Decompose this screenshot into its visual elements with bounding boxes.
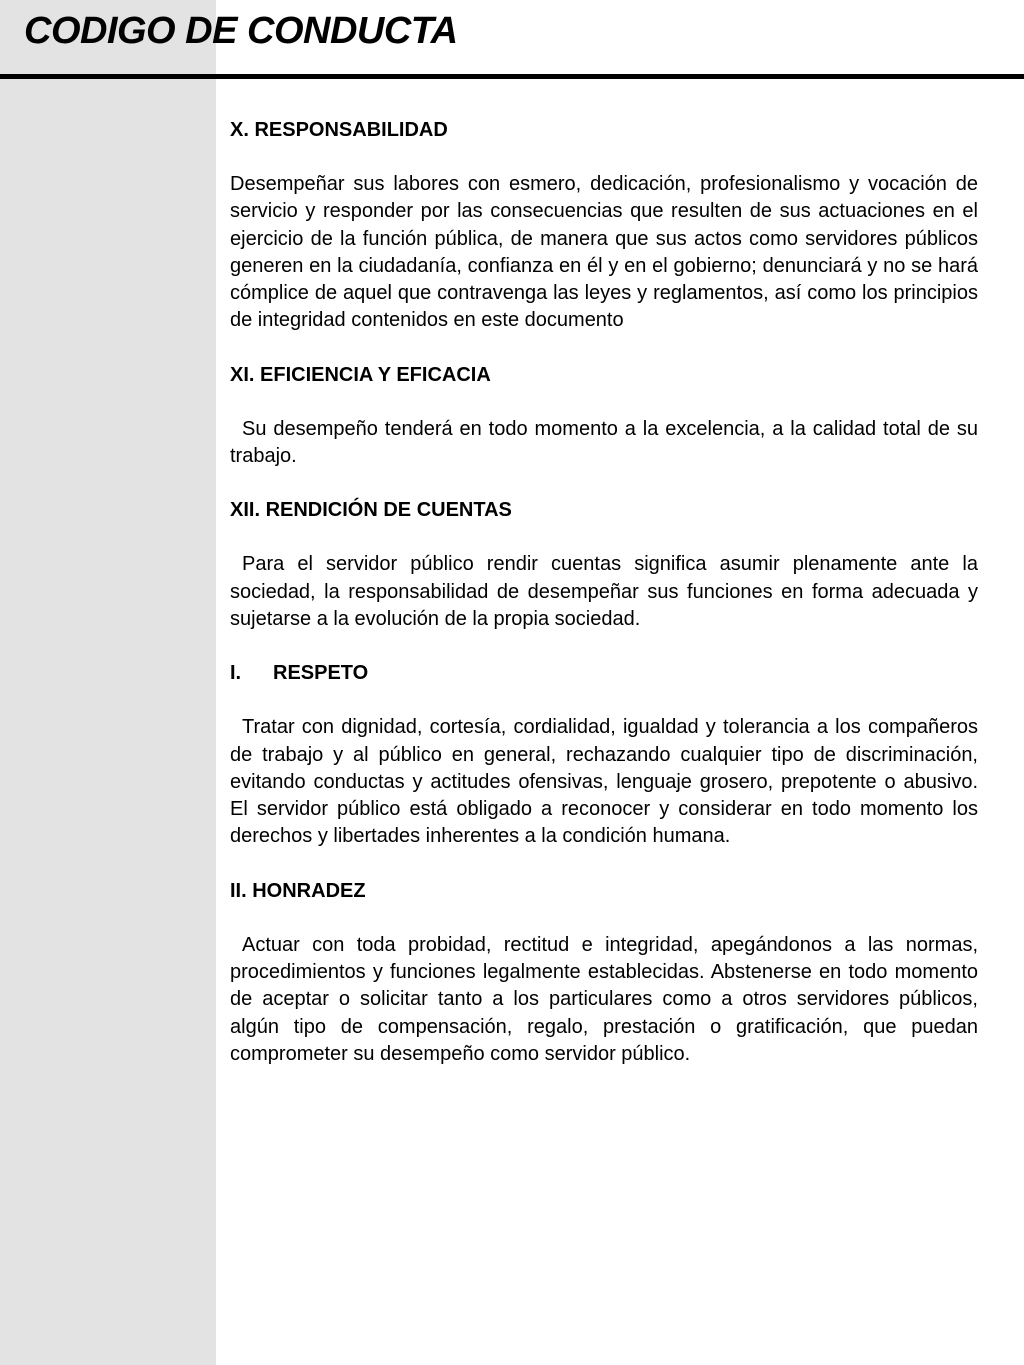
section-number: II. [230, 879, 247, 902]
section-eficiencia-y-eficacia [230, 362, 978, 471]
section-heading [230, 117, 978, 144]
section-paragraph: Actuar con toda probidad, rectitud e integridad, apegándonos a las normas, procedimientos y funciones legalmente establecidas. Abstenerse en todo momento de aceptar o solicitar tanto a los particulares como a otros servidores públicos, algún tipo de compensación, regalo, prestación o gratificación, que puedan comprometer su desempeño como servidor público. [230, 933, 978, 1065]
section-paragraph: Su desempeño tenderá en todo momento a la excelencia, a la calidad total de su trabajo. [230, 417, 978, 468]
section-heading [230, 362, 978, 389]
section-honradez [230, 878, 978, 1068]
section-paragraph: Para el servidor público rendir cuentas significa asumir plenamente ante la sociedad, la responsabilidad de desempeñar sus funciones en forma adecuada y sujetarse a la evolución de la propia sociedad. [230, 553, 978, 630]
section-title: RENDICIÓN DE CUENTAS [265, 499, 512, 522]
section-responsabilidad [230, 117, 978, 335]
section-number: XI. [230, 363, 255, 386]
left-margin-band [0, 0, 216, 1365]
section-rendicion-de-cuentas [230, 497, 978, 633]
section-heading [230, 878, 978, 905]
section-respeto [230, 660, 978, 850]
document-body [230, 117, 978, 1095]
section-heading [230, 660, 978, 687]
page-title: CODIGO DE CONDUCTA [24, 10, 458, 52]
section-heading [230, 497, 978, 524]
section-number: I. [230, 662, 242, 685]
section-title: EFICIENCIA Y EFICACIA [260, 363, 491, 386]
section-paragraph: Tratar con dignidad, cortesía, cordialidad, igualdad y tolerancia a los compañeros de trabajo y al público en general, rechazando cualquier tipo de discriminación, evitando conductas y actitudes ofensivas, lenguaje grosero, prepotente o abusivo. El servidor público está obligado a reconocer y considerar en todo momento los derechos y libertades inherentes a la condición humana. [230, 716, 978, 848]
section-title: RESPETO [273, 662, 369, 685]
section-number: XII. [230, 499, 261, 522]
section-paragraph: Desempeñar sus labores con esmero, dedicación, profesionalismo y vocación de servicio y responder por las consecuencias que resulten de sus actuaciones en el ejercicio de la función pública, de manera que sus actos como servidores públicos generen en la ciudadanía, confianza en él y en el gobierno; denunciará y no se hará cómplice de aquel que contravenga las leyes y reglamentos, así como los principios de integridad contenidos en este documento [230, 173, 978, 332]
section-title: HONRADEZ [252, 879, 366, 902]
title-underline-rule [0, 74, 1024, 79]
section-title: RESPONSABILIDAD [254, 119, 448, 141]
section-number: X. [230, 119, 249, 141]
